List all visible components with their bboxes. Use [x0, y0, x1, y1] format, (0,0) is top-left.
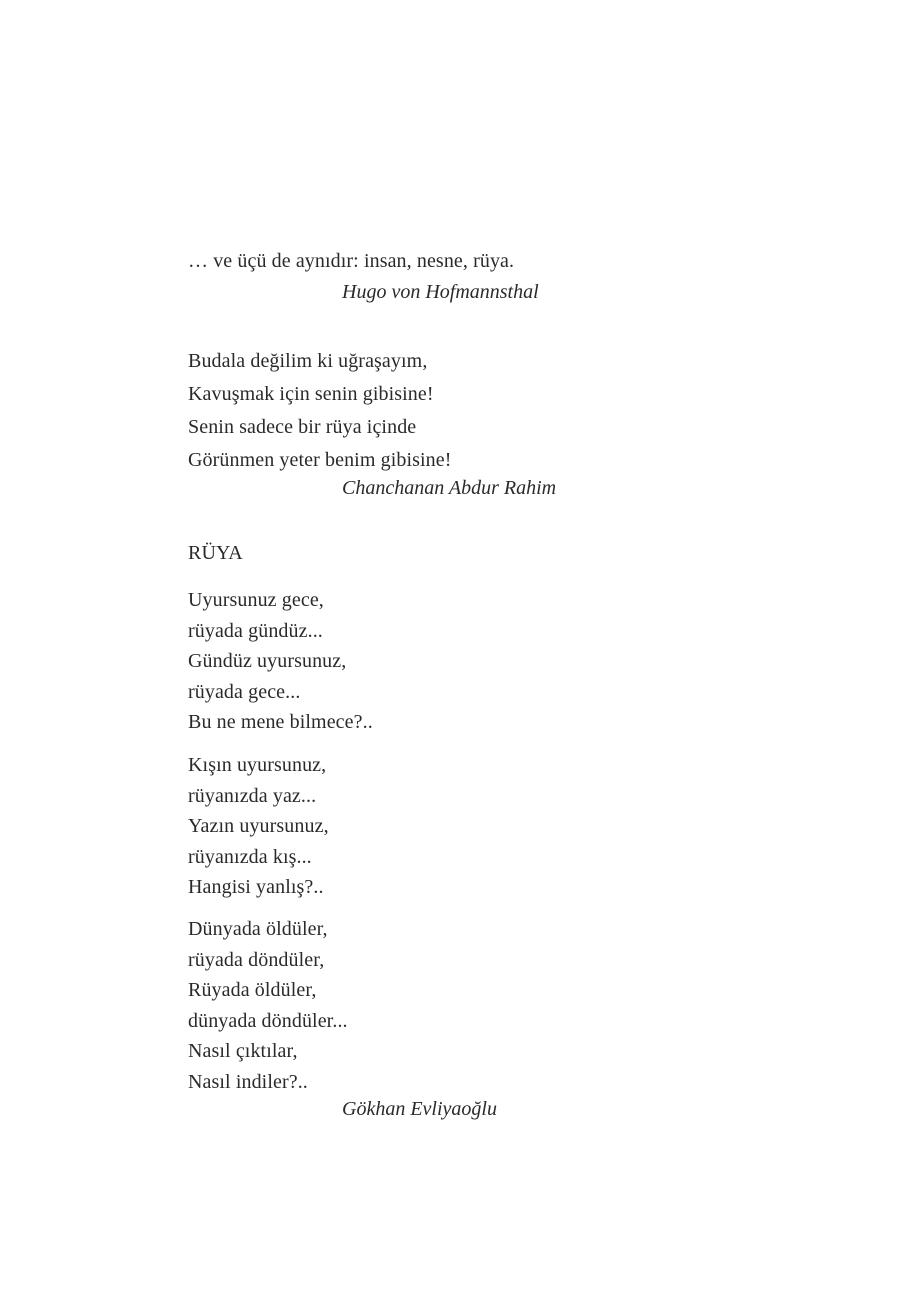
poem-line: Rüyada öldüler,: [188, 979, 317, 1001]
epigraph-line: Senin sadece bir rüya içinde: [188, 416, 417, 438]
epigraph-author-2: Chanchanan Abdur Rahim: [342, 477, 557, 499]
poem-stanza-1: [188, 585, 373, 738]
epigraph-author-1: Hugo von Hofmannsthal: [342, 281, 539, 303]
poem-line: rüyada döndüler,: [188, 948, 325, 971]
poem-author: Gökhan Evliyaoğlu: [342, 1098, 497, 1120]
poem-line: Uyursunuz gece,: [188, 589, 324, 611]
poem-line: Nasıl çıktılar,: [188, 1040, 298, 1062]
epigraph-line: Kavuşmak için senin gibisine!: [188, 383, 434, 405]
poem-stanza-2: [188, 750, 329, 903]
poem-line: Nasıl indiler?..: [188, 1070, 308, 1093]
poem-line: rüyanızda yaz...: [188, 784, 317, 807]
poem-line: Dünyada öldüler,: [188, 918, 328, 940]
poem-line: Gündüz uyursunuz,: [188, 650, 347, 672]
epigraph-line: Görünmen yeter benim gibisine!: [188, 449, 452, 471]
poem-stanza-3: [188, 914, 348, 1097]
poem-line: Kışın uyursunuz,: [188, 754, 327, 776]
poem-line: rüyanızda kış...: [188, 845, 312, 868]
poem-line: rüyada gece...: [188, 680, 301, 703]
epigraph-quote-2: [188, 345, 452, 477]
epigraph-line: … ve üçü de aynıdır: insan, nesne, rüya.: [188, 250, 515, 272]
poem-line: rüyada gündüz...: [188, 619, 323, 642]
poem-line: dünyada döndüler...: [188, 1009, 348, 1032]
epigraph-line: Budala değilim ki uğraşayım,: [188, 350, 428, 372]
poem-line: Hangisi yanlış?..: [188, 876, 324, 898]
poem-title: RÜYA: [188, 542, 243, 564]
poem-line: Bu ne mene bilmece?..: [188, 711, 373, 733]
epigraph-quote-1: [188, 248, 514, 274]
poem-line: Yazın uyursunuz,: [188, 815, 329, 837]
